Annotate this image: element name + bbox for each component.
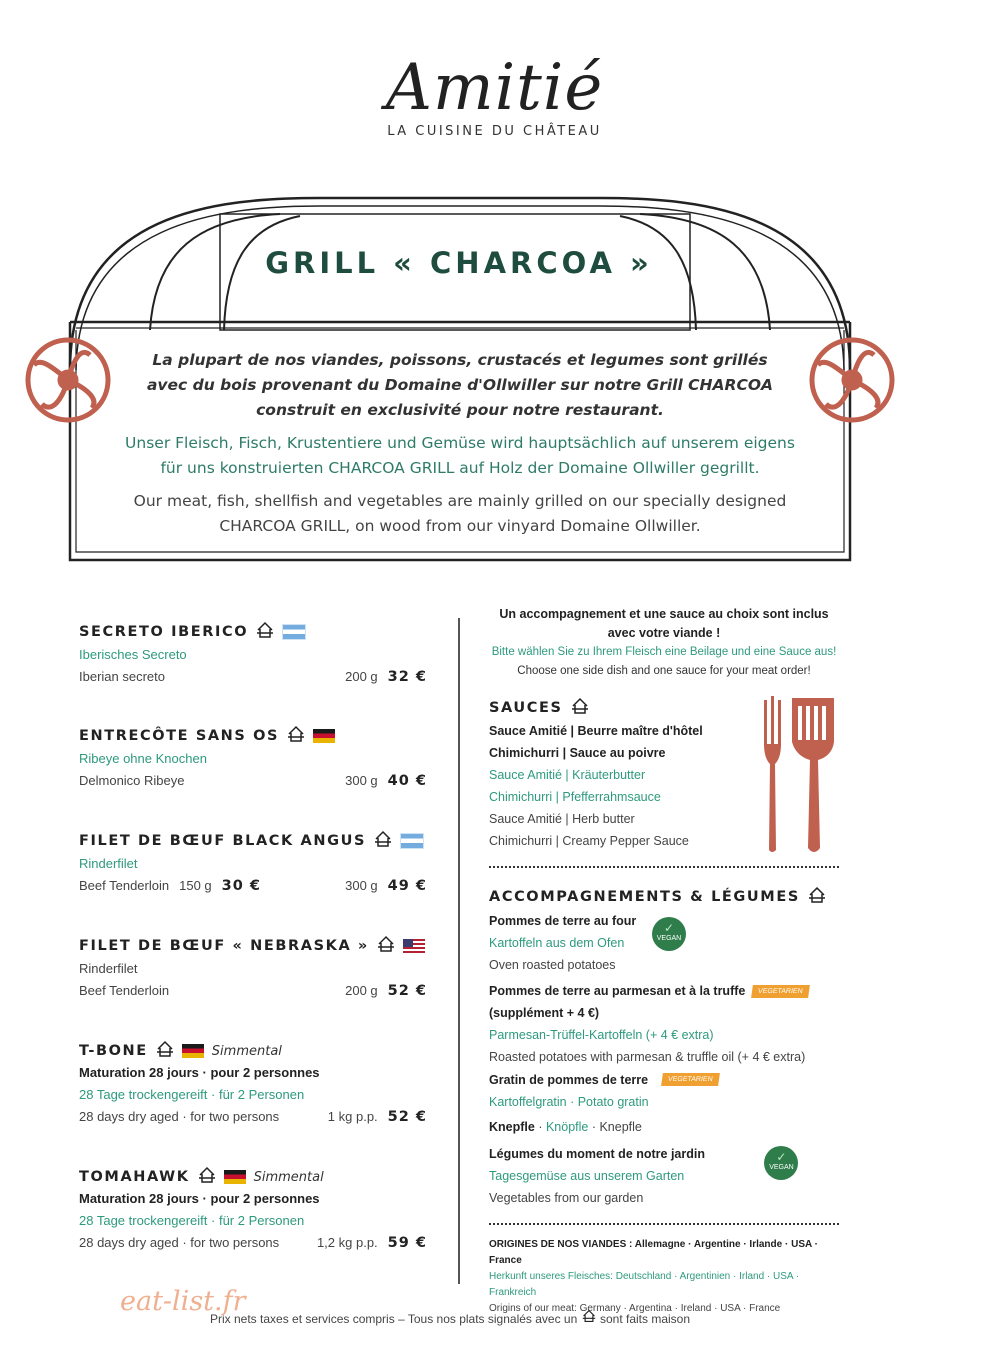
menu-item-filet-black-angus bbox=[79, 830, 427, 897]
house-icon bbox=[287, 725, 305, 747]
house-icon bbox=[156, 1040, 174, 1062]
item-title: SECRETO IBERICO bbox=[79, 624, 249, 640]
footer-text: Prix nets taxes et services compris – Tous nos plats signalés avec un bbox=[210, 1312, 578, 1326]
vegetarian-badge-icon: VEGETARIEN bbox=[751, 985, 809, 998]
origins-fr: Allemagne · Argentine · Irlande · USA · France bbox=[489, 1239, 818, 1266]
side-name-fr-extra: (supplément + 4 €) bbox=[489, 1006, 600, 1020]
right-wheel-icon bbox=[812, 340, 892, 420]
intro-fr-line: avec du bois provenant du Domaine d'Ollwiller sur notre Grill CHARCOA bbox=[146, 376, 774, 394]
item-title: TOMAHAWK bbox=[79, 1169, 190, 1185]
item-weight: 200 g bbox=[345, 669, 378, 684]
logo-subtitle: LA CUISINE DU CHÂTEAU bbox=[387, 124, 602, 139]
item-french-detail: Maturation 28 jours · pour 2 personnes bbox=[79, 1191, 320, 1206]
intro-fr-line: construit en exclusivité pour notre restaurant. bbox=[256, 401, 664, 419]
item-title: ENTRECÔTE SANS OS bbox=[79, 728, 280, 744]
sauce-line: Chimichurri | Pfefferrahmsauce bbox=[489, 790, 661, 804]
sides-section bbox=[489, 885, 839, 909]
argentina-flag-icon bbox=[282, 624, 306, 640]
side-name-en: Roasted potatoes with parmesan & truffle oil (+ 4 € extra) bbox=[489, 1050, 806, 1064]
sauce-line: Sauce Amitié | Kräuterbutter bbox=[489, 768, 646, 782]
house-icon bbox=[808, 886, 826, 908]
side-name-fr: Gratin de pommes de terre bbox=[489, 1073, 649, 1087]
house-icon bbox=[571, 697, 589, 719]
item-weight-small: 150 g bbox=[179, 878, 212, 893]
intro-en-line: Our meat, fish, shellfish and vegetables are mainly grilled on our specially designed bbox=[133, 492, 787, 510]
house-icon bbox=[377, 935, 395, 957]
house-icon bbox=[374, 830, 392, 852]
sauce-line: Sauce Amitié | Beurre maître d'hôtel bbox=[489, 724, 703, 738]
item-french-detail: Maturation 28 jours · pour 2 personnes bbox=[79, 1065, 320, 1080]
item-english-name: Delmonico Ribeye bbox=[79, 773, 185, 788]
section-title: ACCOMPAGNEMENTS & LÉGUMES bbox=[489, 889, 800, 905]
item-weight: 1 kg p.p. bbox=[327, 1109, 378, 1124]
side-name-de: Knöpfle bbox=[545, 1120, 589, 1134]
fork-spatula-icon bbox=[760, 694, 840, 858]
side-name-fr: Légumes du moment de notre jardin bbox=[489, 1147, 705, 1161]
item-german-name: Ribeye ohne Knochen bbox=[79, 751, 207, 766]
item-price: 32 € bbox=[387, 669, 427, 685]
item-german-name: Rinderfilet bbox=[79, 856, 138, 871]
menu-item-secreto bbox=[79, 621, 427, 688]
item-weight: 300 g bbox=[345, 773, 378, 788]
column-divider bbox=[458, 618, 460, 1284]
origins-de: Herkunft unseres Fleisches: Deutschland · Argentinien · Irland · USA · Frankreich bbox=[489, 1271, 800, 1298]
item-breed: Simmental bbox=[253, 1169, 324, 1185]
usa-flag-icon bbox=[403, 939, 425, 953]
item-weight: 1,2 kg p.p. bbox=[316, 1235, 378, 1250]
intro-de-line: Unser Fleisch, Fisch, Krustentiere und Gemüse wird hauptsächlich auf unserem eigens bbox=[125, 434, 795, 452]
intro-de-line: für uns konstruierten CHARCOA GRILL auf Holz der Domaine Ollwiller gegrillt. bbox=[160, 459, 760, 477]
notice-de: Bitte wählen Sie zu Ihrem Fleisch eine Beilage und eine Sauce aus! bbox=[491, 646, 837, 658]
intro-german bbox=[110, 431, 810, 481]
side-name-en: Vegetables from our garden bbox=[489, 1191, 644, 1205]
house-icon bbox=[256, 621, 274, 643]
notice-fr: Un accompagnement et une sauce au choix sont inclus bbox=[499, 607, 829, 621]
item-english-detail: 28 days dry aged · for two persons bbox=[79, 1109, 280, 1124]
item-english-name: Iberian secreto bbox=[79, 669, 165, 684]
item-price: 52 € bbox=[387, 983, 427, 999]
item-german-detail: 28 Tage trockengereift · für 2 Personen bbox=[79, 1087, 305, 1102]
argentina-flag-icon bbox=[400, 833, 424, 849]
intro-english bbox=[110, 489, 810, 539]
restaurant-logo bbox=[0, 48, 989, 139]
footer-note bbox=[210, 1309, 830, 1326]
origins-en: Origins of our meat: Germany · Argentina · Ireland · USA · France bbox=[489, 1303, 781, 1314]
menu-item-t-bone bbox=[79, 1040, 427, 1128]
item-title: FILET DE BŒUF BLACK ANGUS bbox=[79, 833, 366, 849]
house-icon bbox=[198, 1166, 216, 1188]
dotted-separator bbox=[489, 866, 839, 868]
section-title: SAUCES bbox=[489, 700, 563, 716]
item-german-name: Iberisches Secreto bbox=[79, 647, 187, 662]
side-name-fr: Pommes de terre au parmesan et à la truffe bbox=[489, 984, 746, 998]
accompaniment-notice bbox=[480, 605, 848, 681]
item-weight: 200 g bbox=[345, 983, 378, 998]
item-english-name: Beef Tenderloin bbox=[79, 983, 170, 998]
vegetarian-badge-icon: VEGETARIEN bbox=[661, 1073, 719, 1086]
side-name-de: Kartoffeln aus dem Ofen bbox=[489, 936, 625, 950]
intro-french bbox=[120, 348, 800, 423]
item-price: 49 € bbox=[387, 878, 427, 894]
item-price: 52 € bbox=[387, 1109, 427, 1125]
side-name-en: Oven roasted potatoes bbox=[489, 958, 616, 972]
sauce-line: Chimichurri | Sauce au poivre bbox=[489, 746, 666, 760]
item-price-small: 30 € bbox=[221, 878, 261, 894]
germany-flag-icon bbox=[313, 729, 335, 743]
notice-fr: avec votre viande ! bbox=[607, 626, 721, 640]
notice-en: Choose one side dish and one sauce for your meat order! bbox=[517, 665, 811, 677]
left-wheel-icon bbox=[28, 340, 108, 420]
separator: · bbox=[534, 1120, 546, 1134]
germany-flag-icon bbox=[224, 1170, 246, 1184]
logo-script: Amitié bbox=[385, 51, 604, 125]
side-name-de-en: Kartoffelgratin · Potato gratin bbox=[489, 1095, 649, 1109]
sauce-line: Sauce Amitié | Herb butter bbox=[489, 812, 635, 826]
item-english-name: Beef Tenderloin bbox=[79, 878, 170, 893]
side-item-knepfle bbox=[489, 1116, 839, 1138]
menu-item-tomahawk bbox=[79, 1166, 427, 1254]
house-icon bbox=[581, 1309, 597, 1326]
item-breed: Simmental bbox=[211, 1043, 282, 1059]
separator: · bbox=[588, 1120, 600, 1134]
vegan-badge-icon: ✓ VEGAN bbox=[764, 1146, 798, 1180]
item-price: 59 € bbox=[387, 1235, 427, 1251]
meat-origins bbox=[489, 1237, 839, 1317]
footer-text: sont faits maison bbox=[599, 1312, 691, 1326]
item-title: T-BONE bbox=[79, 1043, 148, 1059]
origins-label: ORIGINES DE NOS VIANDES : bbox=[489, 1239, 633, 1250]
side-name-en: Knepfle bbox=[599, 1120, 642, 1134]
intro-en-line: CHARCOA GRILL, on wood from our vinyard Domaine Ollwiller. bbox=[219, 517, 701, 535]
sauce-line: Chimichurri | Creamy Pepper Sauce bbox=[489, 834, 689, 848]
item-price: 40 € bbox=[387, 773, 427, 789]
item-german-detail: 28 Tage trockengereift · für 2 Personen bbox=[79, 1213, 305, 1228]
item-english-detail: 28 days dry aged · for two persons bbox=[79, 1235, 280, 1250]
side-name-de: Parmesan-Trüffel-Kartoffeln (+ 4 € extra) bbox=[489, 1028, 714, 1042]
germany-flag-icon bbox=[182, 1044, 204, 1058]
dotted-separator bbox=[489, 1223, 839, 1225]
menu-item-entrecote bbox=[79, 725, 427, 792]
watermark: eat-list.fr bbox=[120, 1286, 246, 1317]
menu-item-filet-nebraska bbox=[79, 935, 427, 1002]
intro-fr-line: La plupart de nos viandes, poissons, crustacés et legumes sont grillés bbox=[152, 351, 768, 369]
side-name-de: Tagesgemüse aus unserem Garten bbox=[489, 1169, 685, 1183]
item-german-name: Rinderfilet bbox=[79, 961, 138, 976]
grill-title: GRILL « CHARCOA » bbox=[265, 246, 653, 280]
side-name-fr: Knepfle bbox=[489, 1120, 535, 1134]
item-title: FILET DE BŒUF « NEBRASKA » bbox=[79, 938, 369, 954]
item-weight: 300 g bbox=[345, 878, 378, 893]
side-name-fr: Pommes de terre au four bbox=[489, 914, 637, 928]
vegan-badge-icon: ✓ VEGAN bbox=[652, 917, 686, 951]
